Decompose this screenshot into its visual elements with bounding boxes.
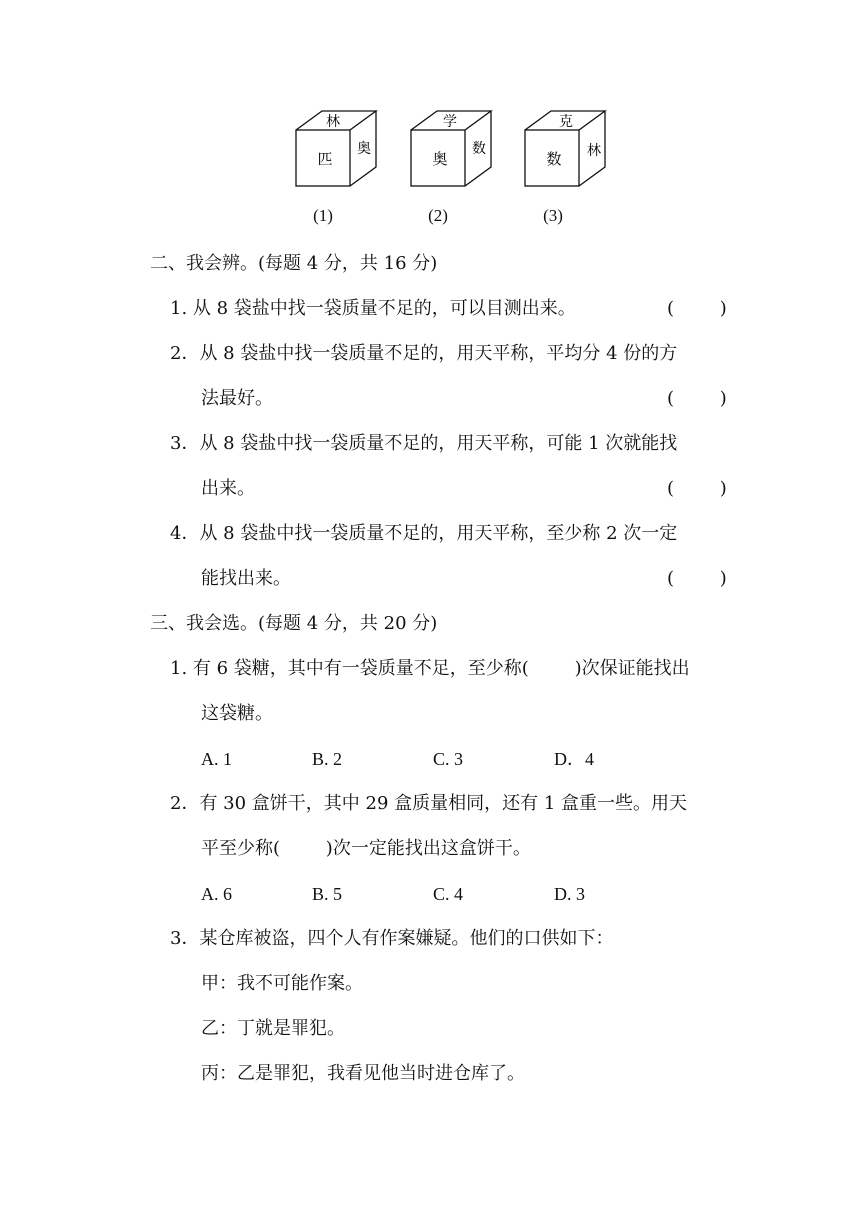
cube-1-side: 奥: [357, 141, 371, 157]
s2-question-4-cont: 能找出来。: [201, 568, 291, 589]
s3-q1-option-c[interactable]: C. 3: [433, 749, 464, 769]
s3-q3-statement-1: 甲：我不可能作案。: [201, 973, 363, 994]
s3-q1-option-d[interactable]: D．4: [554, 749, 594, 769]
section-2-heading: 二、我会辨。(每题 4 分，共 16 分): [150, 253, 438, 274]
s2-question-2-cont: 法最好。: [201, 388, 273, 409]
cube-1-front: 匹: [317, 150, 333, 168]
section-3-heading: 三、我会选。(每题 4 分，共 20 分): [150, 613, 438, 634]
s3-question-2: 2．有 30 盒饼干，其中 29 盒质量相同，还有 1 盒重一些。用天: [170, 793, 688, 814]
s3-q2-option-a[interactable]: A. 6: [201, 884, 232, 904]
s3-q1-option-b[interactable]: B. 2: [312, 749, 343, 769]
s2-question-2: 2．从 8 袋盐中找一袋质量不足的，用天平称，平均分 4 份的方: [170, 343, 678, 364]
s3-q2-option-b[interactable]: B. 5: [312, 884, 343, 904]
s2-question-3-cont: 出来。: [201, 478, 255, 499]
cube-3-side: 林: [587, 143, 601, 159]
s3-q2-option-c[interactable]: C. 4: [433, 884, 464, 904]
s3-question-2-cont: 平至少称( )次一定能找出这盒饼干。: [201, 838, 531, 859]
cube-figures: [0, 0, 860, 240]
s3-question-3: 3．某仓库被盗，四个人有作案嫌疑。他们的口供如下：: [170, 928, 614, 949]
s2-question-3: 3．从 8 袋盐中找一袋质量不足的，用天平称，可能 1 次就能找: [170, 433, 678, 454]
s2-answer-blank-4[interactable]: ( ): [667, 568, 727, 589]
s2-question-4: 4．从 8 袋盐中找一袋质量不足的，用天平称，至少称 2 次一定: [170, 523, 678, 544]
cube-3-label: (3): [543, 206, 563, 225]
s3-q2-option-d[interactable]: D. 3: [554, 884, 585, 904]
s2-answer-blank-1[interactable]: ( ): [667, 298, 727, 319]
s3-question-1-cont: 这袋糖。: [201, 703, 273, 724]
cube-2-front: 奥: [432, 150, 448, 168]
s3-q3-statement-3: 丙：乙是罪犯，我看见他当时进仓库了。: [201, 1063, 525, 1084]
cube-2-top: 学: [443, 114, 457, 130]
cube-1-top: 林: [326, 114, 340, 130]
s3-q3-statement-2: 乙：丁就是罪犯。: [201, 1018, 345, 1039]
cube-2-side: 数: [472, 141, 486, 157]
s3-q1-option-a[interactable]: A. 1: [201, 749, 232, 769]
cube-2-label: (2): [428, 206, 448, 225]
s2-answer-blank-2[interactable]: ( ): [667, 388, 727, 409]
s3-question-1: 1. 有 6 袋糖，其中有一袋质量不足，至少称( )次保证能找出: [170, 658, 690, 679]
s2-answer-blank-3[interactable]: ( ): [667, 478, 727, 499]
cube-1-label: (1): [313, 206, 333, 225]
cube-drawings: [0, 0, 860, 240]
s2-question-1: 1. 从 8 袋盐中找一袋质量不足的，可以目测出来。: [170, 298, 576, 319]
cube-3-top: 克: [559, 114, 573, 130]
cube-3-front: 数: [546, 150, 562, 168]
